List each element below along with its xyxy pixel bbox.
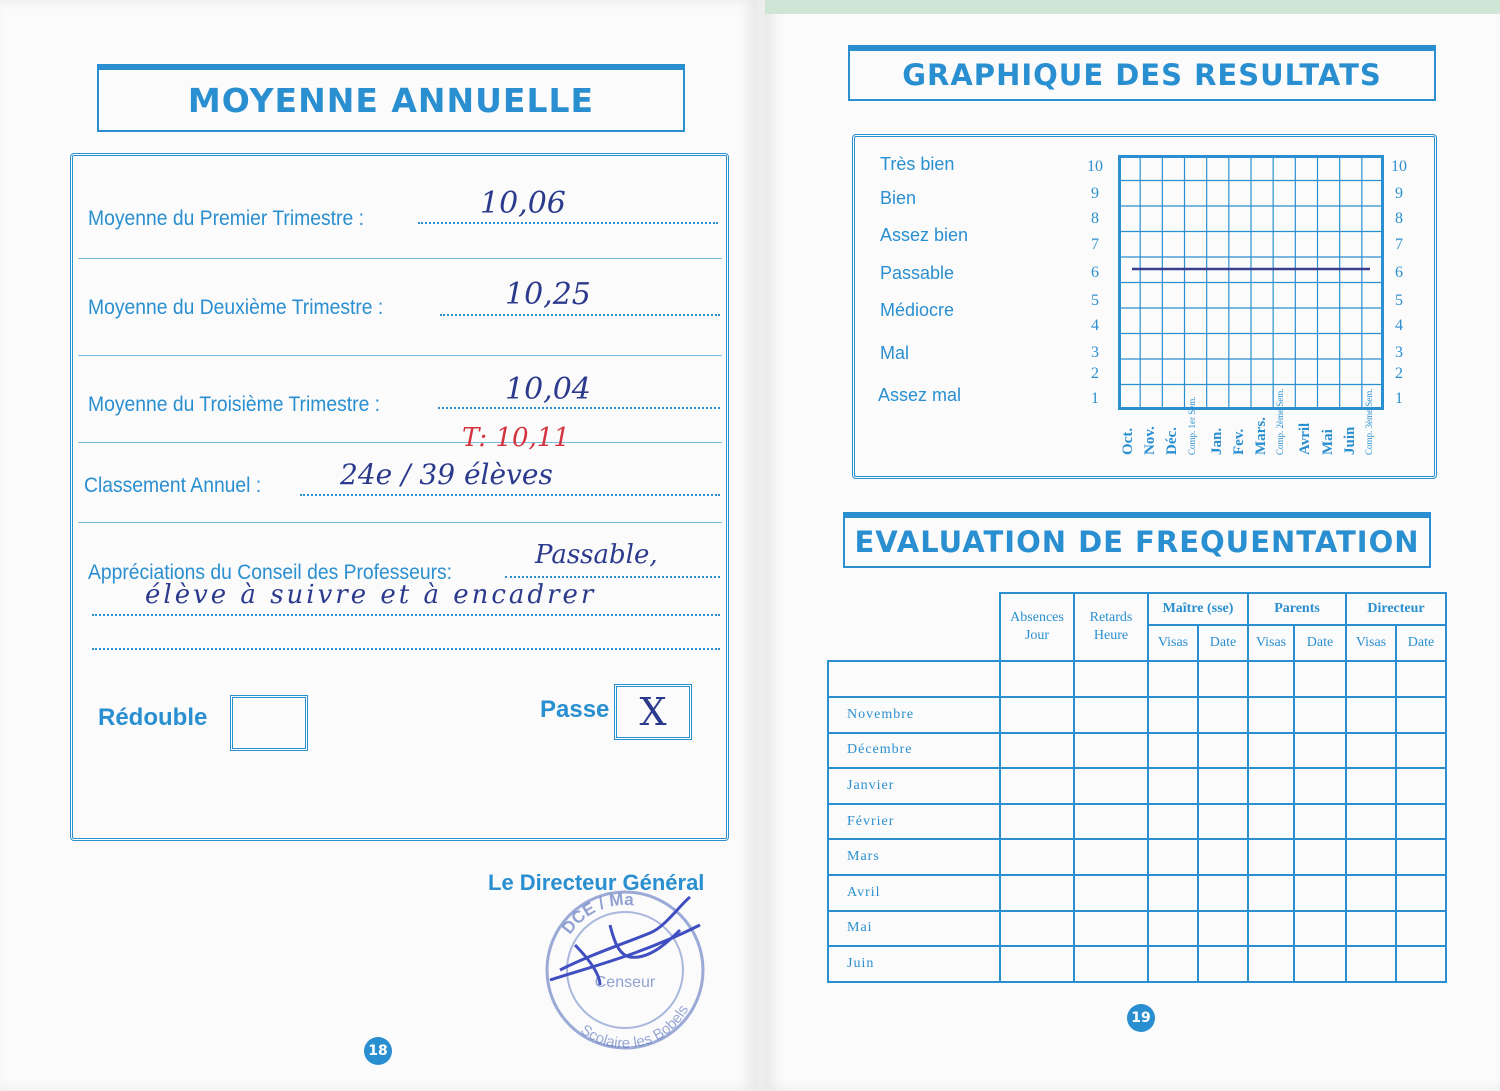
label-trimestre-1: Moyenne du Premier Trimestre : xyxy=(88,207,364,230)
x-tick-label: Comp. 2ème Sem. xyxy=(1275,388,1286,455)
header-directeur: Directeur xyxy=(1346,593,1446,625)
table-cell[interactable] xyxy=(1000,733,1074,769)
table-cell[interactable] xyxy=(1000,839,1074,875)
results-grid xyxy=(1118,155,1384,410)
page-number-left: 18 xyxy=(364,1037,392,1065)
table-cell[interactable] xyxy=(1198,661,1248,697)
table-cell[interactable] xyxy=(1148,804,1198,840)
stamp-bottom-text: Scolaire les Bobels xyxy=(577,1002,693,1053)
table-cell[interactable] xyxy=(1248,733,1294,769)
absences-label: Absences xyxy=(1010,610,1064,625)
table-cell[interactable] xyxy=(1346,768,1396,804)
table-cell[interactable] xyxy=(1346,875,1396,911)
graph-title-text: GRAPHIQUE DES RESULTATS xyxy=(902,58,1382,92)
table-cell[interactable] xyxy=(1198,697,1248,733)
table-cell[interactable] xyxy=(1074,804,1148,840)
dotted-line xyxy=(92,614,720,616)
x-tick-label: Nov. xyxy=(1142,426,1159,455)
y-tick-label: 4 xyxy=(1091,317,1099,334)
x-tick-label: Jan. xyxy=(1208,427,1225,455)
table-cell[interactable] xyxy=(1248,697,1294,733)
table-cell[interactable] xyxy=(1074,875,1148,911)
level-tres-bien: Très bien xyxy=(880,154,955,174)
value-trimestre-1: 10,06 xyxy=(480,186,566,221)
value-appreciation-2: élève à suivre et à encadrer xyxy=(145,580,597,610)
table-cell[interactable] xyxy=(1346,733,1396,769)
label-classement: Classement Annuel : xyxy=(84,474,262,497)
table-cell[interactable] xyxy=(1346,661,1396,697)
table-row xyxy=(828,697,1446,733)
table-row-empty xyxy=(828,661,1446,697)
month-label: Mai xyxy=(828,911,1000,947)
header-parents: Parents xyxy=(1248,593,1346,625)
y-tick-label: 1 xyxy=(1395,390,1403,407)
x-tick-label: Comp. 1er Sem. xyxy=(1186,396,1197,455)
table-row xyxy=(828,875,1446,911)
table-cell[interactable] xyxy=(1000,911,1074,947)
header-date: Date xyxy=(1396,625,1446,661)
value-classement: 24e / 39 élèves xyxy=(340,458,553,491)
table-cell[interactable] xyxy=(1074,839,1148,875)
checkbox-redouble[interactable] xyxy=(230,695,308,751)
dotted-line xyxy=(418,222,718,224)
y-tick-label: 7 xyxy=(1091,236,1099,253)
dotted-line xyxy=(300,494,720,496)
table-cell[interactable] xyxy=(1396,768,1446,804)
y-tick-label: 9 xyxy=(1091,185,1099,202)
month-label: Février xyxy=(828,804,1000,840)
x-tick-label: Oct. xyxy=(1120,427,1136,455)
header-visas: Visas xyxy=(1346,625,1396,661)
level-mal: Mal xyxy=(880,343,910,363)
header-date: Date xyxy=(1198,625,1248,661)
table-row xyxy=(828,804,1446,840)
table-cell[interactable] xyxy=(1396,733,1446,769)
table-cell[interactable] xyxy=(1248,804,1294,840)
header-retards xyxy=(1074,593,1148,661)
table-row xyxy=(828,768,1446,804)
table-cell[interactable] xyxy=(1346,804,1396,840)
retards-label: Retards xyxy=(1089,610,1133,625)
month-label: Décembre xyxy=(828,733,1000,769)
title-text: MOYENNE ANNUELLE xyxy=(187,80,595,120)
level-passable: Passable xyxy=(880,263,955,283)
label-appreciations: Appréciations du Conseil des Professeurs: xyxy=(88,561,453,584)
y-tick-label: 7 xyxy=(1395,236,1403,253)
y-tick-label: 8 xyxy=(1091,210,1099,227)
dotted-line xyxy=(505,576,720,578)
table-cell[interactable] xyxy=(1148,839,1198,875)
y-tick-label: 9 xyxy=(1395,185,1403,202)
freq-title-text: EVALUATION DE FREQUENTATION xyxy=(854,525,1420,559)
row-separator xyxy=(78,442,722,443)
table-cell[interactable] xyxy=(1000,875,1074,911)
table-row xyxy=(828,911,1446,947)
x-tick-label: Mai xyxy=(1319,429,1336,455)
table-cell[interactable] xyxy=(1148,661,1198,697)
table-cell[interactable] xyxy=(1346,839,1396,875)
passe-mark: X xyxy=(639,690,667,734)
table-cell[interactable] xyxy=(1346,697,1396,733)
y-tick-label: 8 xyxy=(1395,210,1403,227)
checkbox-passe[interactable] xyxy=(614,684,692,740)
y-tick-label: 3 xyxy=(1091,344,1099,361)
table-cell[interactable] xyxy=(1074,697,1148,733)
month-cell xyxy=(828,661,1000,697)
table-cell[interactable] xyxy=(1396,946,1446,982)
table-cell[interactable] xyxy=(1148,911,1198,947)
y-tick-label: 3 xyxy=(1395,344,1403,361)
y-tick-label: 10 xyxy=(1087,158,1103,175)
table-cell[interactable] xyxy=(1198,946,1248,982)
row-separator xyxy=(78,522,722,523)
row-separator xyxy=(78,258,722,259)
frequentation-table xyxy=(827,592,1447,983)
corner-cell xyxy=(828,593,1000,661)
table-cell[interactable] xyxy=(1248,661,1294,697)
table-cell[interactable] xyxy=(1248,911,1294,947)
table-cell[interactable] xyxy=(1346,946,1396,982)
page-title-moyenne xyxy=(97,64,685,132)
page-title-frequentation xyxy=(843,512,1431,568)
dotted-line xyxy=(438,407,720,409)
signature-title: Le Directeur Général xyxy=(488,870,705,895)
x-tick-label: Avril xyxy=(1297,422,1314,455)
table-cell[interactable] xyxy=(1248,875,1294,911)
table-cell[interactable] xyxy=(1396,804,1446,840)
header-visas: Visas xyxy=(1248,625,1294,661)
table-cell[interactable] xyxy=(1248,768,1294,804)
level-mediocre: Médiocre xyxy=(880,300,955,320)
y-tick-label: 2 xyxy=(1395,365,1403,382)
month-label: Mars xyxy=(828,839,1000,875)
x-tick-label: Comp. 3ème Sem. xyxy=(1363,388,1374,455)
value-trimestre-2: 10,25 xyxy=(505,277,591,312)
absences-unit: Jour xyxy=(1024,628,1050,643)
row-separator xyxy=(78,355,722,356)
table-cell[interactable] xyxy=(1000,661,1074,697)
y-tick-label: 1 xyxy=(1091,390,1099,407)
table-cell[interactable] xyxy=(1396,839,1446,875)
table-cell[interactable] xyxy=(1294,839,1346,875)
table-cell[interactable] xyxy=(1198,875,1248,911)
stamp-top-text: DCE / Ma xyxy=(558,889,635,938)
table-cell[interactable] xyxy=(1074,768,1148,804)
level-assez-bien: Assez bien xyxy=(880,225,969,245)
stamp-middle-text: Censeur xyxy=(594,974,656,991)
table-cell[interactable] xyxy=(1198,733,1248,769)
table-cell[interactable] xyxy=(1148,768,1198,804)
month-label: Janvier xyxy=(828,768,1000,804)
table-cell[interactable] xyxy=(1074,661,1148,697)
table-cell[interactable] xyxy=(1198,804,1248,840)
header-visas: Visas xyxy=(1148,625,1198,661)
table-cell[interactable] xyxy=(1148,697,1198,733)
x-tick-label: Déc. xyxy=(1164,427,1181,455)
y-tick-label: 6 xyxy=(1091,264,1099,281)
table-cell[interactable] xyxy=(1148,733,1198,769)
table-cell[interactable] xyxy=(1000,768,1074,804)
y-tick-label: 4 xyxy=(1395,317,1403,334)
table-cell[interactable] xyxy=(1346,911,1396,947)
table-cell[interactable] xyxy=(1396,697,1446,733)
label-redouble: Rédouble xyxy=(98,704,208,731)
level-bien: Bien xyxy=(880,188,917,208)
table-cell[interactable] xyxy=(1396,661,1446,697)
retards-unit: Heure xyxy=(1093,628,1129,643)
month-label: Juin xyxy=(828,946,1000,982)
page-edge-strip xyxy=(765,0,1500,14)
level-assez-mal: Assez mal xyxy=(878,385,962,405)
table-cell[interactable] xyxy=(1396,875,1446,911)
table-cell[interactable] xyxy=(1148,946,1198,982)
y-tick-label: 2 xyxy=(1091,365,1099,382)
table-cell[interactable] xyxy=(1198,911,1248,947)
table-cell[interactable] xyxy=(1248,946,1294,982)
value-appreciation-1: Passable, xyxy=(535,540,658,570)
y-tick-label: 5 xyxy=(1091,292,1099,309)
table-cell[interactable] xyxy=(1294,946,1346,982)
table-cell[interactable] xyxy=(1294,804,1346,840)
table-cell[interactable] xyxy=(1074,733,1148,769)
annual-total: T: 10,11 xyxy=(462,423,570,453)
month-label: Avril xyxy=(828,875,1000,911)
y-tick-label: 10 xyxy=(1391,158,1407,175)
label-trimestre-2: Moyenne du Deuxième Trimestre : xyxy=(88,296,384,319)
table-cell[interactable] xyxy=(1074,946,1148,982)
label-trimestre-3: Moyenne du Troisième Trimestre : xyxy=(88,393,381,416)
table-cell[interactable] xyxy=(1294,768,1346,804)
label-passe: Passe xyxy=(540,696,610,723)
y-tick-label: 5 xyxy=(1395,292,1403,309)
table-cell[interactable] xyxy=(1198,839,1248,875)
table-cell[interactable] xyxy=(1000,804,1074,840)
table-cell[interactable] xyxy=(1396,911,1446,947)
x-tick-label: Juin xyxy=(1341,426,1358,455)
table-cell[interactable] xyxy=(1198,768,1248,804)
header-maitre: Maître (sse) xyxy=(1148,593,1248,625)
value-trimestre-3: 10,04 xyxy=(505,372,591,407)
table-cell[interactable] xyxy=(1294,661,1346,697)
table-cell[interactable] xyxy=(1294,911,1346,947)
page-number-right: 19 xyxy=(1127,1004,1155,1032)
table-cell[interactable] xyxy=(1148,875,1198,911)
header-date: Date xyxy=(1294,625,1346,661)
x-tick-label: Fev. xyxy=(1230,428,1247,455)
table-cell[interactable] xyxy=(1248,839,1294,875)
dotted-line xyxy=(92,648,720,650)
table-cell[interactable] xyxy=(1074,911,1148,947)
y-tick-label: 6 xyxy=(1395,264,1403,281)
stamp-and-signature xyxy=(530,885,720,1055)
page-title-graphique xyxy=(848,45,1436,101)
table-row xyxy=(828,946,1446,982)
table-row xyxy=(828,733,1446,769)
header-absences xyxy=(1000,593,1074,661)
x-tick-label: Mars. xyxy=(1253,417,1269,455)
table-cell[interactable] xyxy=(1294,733,1346,769)
table-cell[interactable] xyxy=(1000,697,1074,733)
dotted-line xyxy=(440,314,720,316)
table-cell[interactable] xyxy=(1294,697,1346,733)
month-label: Novembre xyxy=(828,697,1000,733)
table-cell[interactable] xyxy=(1294,875,1346,911)
table-row xyxy=(828,839,1446,875)
table-cell[interactable] xyxy=(1000,946,1074,982)
